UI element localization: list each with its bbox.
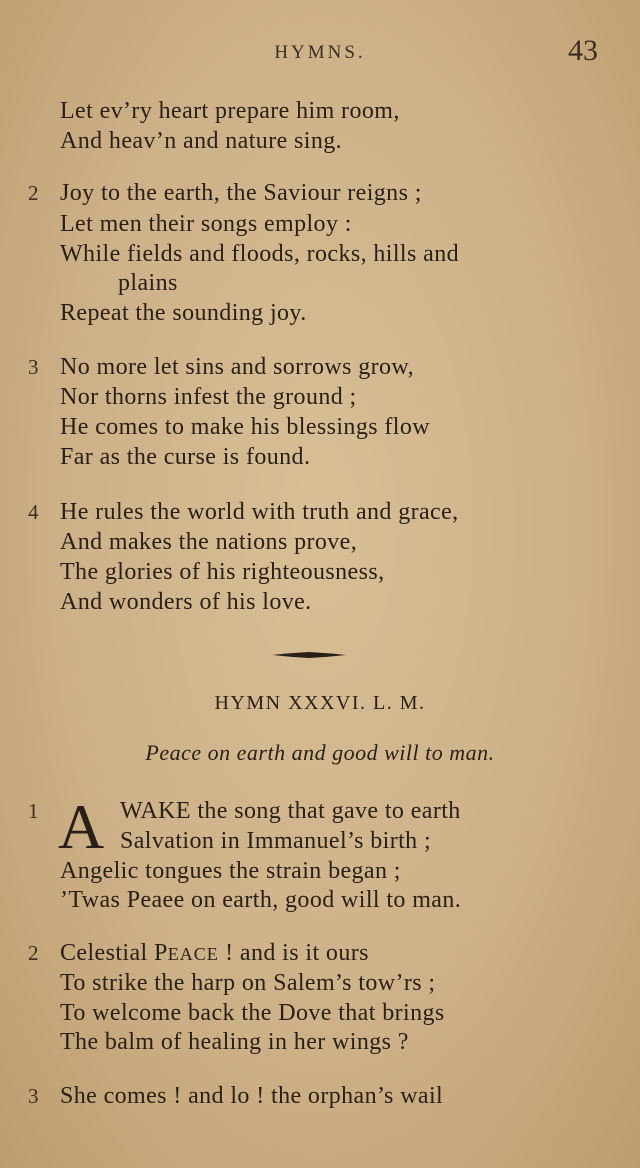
stanza-number: 2: [28, 941, 39, 965]
verse-line: The glories of his righteousness,: [60, 559, 385, 585]
running-head: HYMNS.: [274, 42, 366, 63]
stanza-number: 3: [28, 1084, 39, 1108]
verse-line: And heav’n and nature sing.: [60, 128, 343, 154]
verse-text: ! and is it ours: [218, 940, 369, 966]
verse-line: [60, 938, 369, 968]
verse-line: Repeat the sounding joy.: [60, 300, 307, 326]
verse-line: Far as the curse is found.: [60, 444, 311, 470]
verse-line: Angelic tongues the strain began ;: [60, 858, 401, 884]
verse-line: To welcome back the Dove that brings: [60, 1000, 445, 1026]
page-number: 43: [568, 34, 598, 67]
verse-line: To strike the harp on Salem’s tow’rs ;: [60, 970, 436, 996]
verse-line: While fields and floods, rocks, hills and: [60, 241, 459, 267]
verse-line: Let ev’ry heart prepare him room,: [60, 98, 400, 124]
stanza-number: 3: [28, 355, 39, 379]
verse-line: Joy to the earth, the Saviour reigns ;: [60, 180, 422, 206]
verse-line: Nor thorns infest the ground ;: [60, 384, 357, 410]
hymn-title: HYMN XXXVI. L. M.: [214, 692, 426, 714]
verse-text: Celestial: [60, 940, 154, 966]
verse-line: He comes to make his blessings flow: [60, 414, 430, 440]
verse-line: And makes the nations prove,: [60, 529, 358, 555]
verse-line: No more let sins and sorrows grow,: [60, 354, 414, 380]
peace-small-caps: EACE: [167, 944, 219, 964]
ornament-divider: [272, 650, 346, 660]
verse-line: She comes ! and lo ! the orphan’s wail: [60, 1083, 444, 1109]
verse-line: WAKE the song that gave to earth: [120, 798, 461, 824]
verse-line: plains: [118, 270, 178, 296]
verse-line: And wonders of his love.: [60, 589, 312, 615]
hymn-subtitle: Peace on earth and good will to man.: [145, 740, 495, 765]
verse-line: ’Twas Peaee on earth, good will to man.: [60, 887, 462, 913]
stanza-number: 1: [28, 799, 39, 823]
verse-line: Let men their songs employ :: [60, 211, 352, 237]
verse-line: Salvation in Immanuel’s birth ;: [120, 828, 432, 854]
stanza-number: 4: [28, 500, 39, 524]
drop-cap: A: [58, 791, 105, 862]
stanza-number: 2: [28, 181, 39, 205]
verse-line: He rules the world with truth and grace,: [60, 499, 459, 525]
verse-line: The balm of healing in her wings ?: [60, 1029, 409, 1055]
peace-initial: P: [153, 940, 168, 966]
